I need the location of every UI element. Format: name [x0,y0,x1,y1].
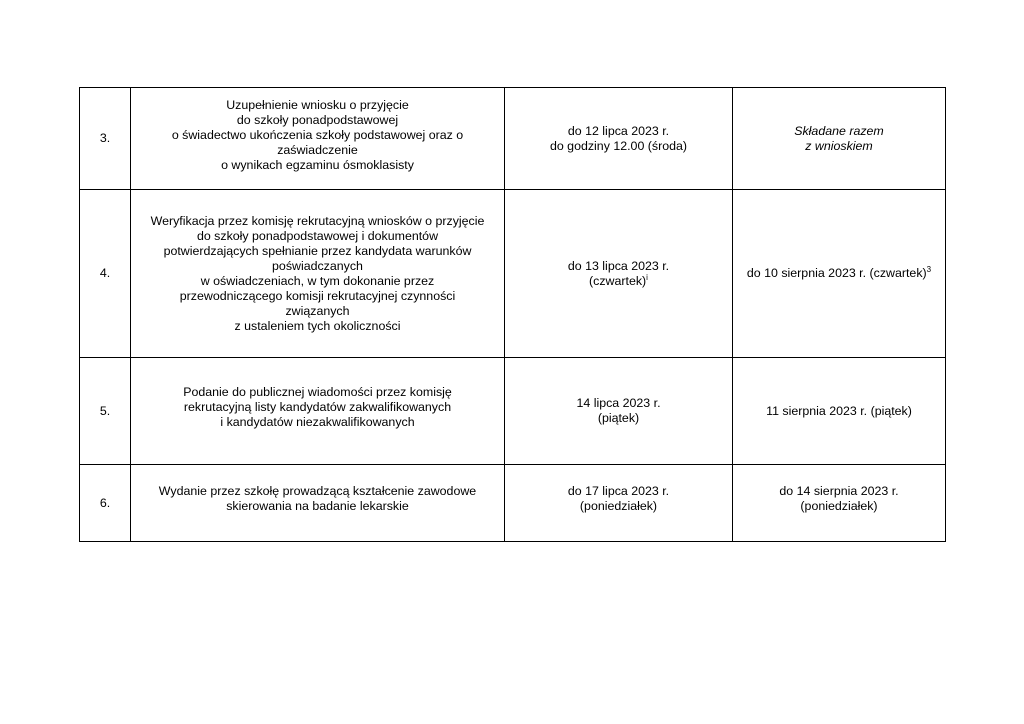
row-description [131,358,505,465]
second-term-line: 11 sierpnia 2023 r. (piątek) [766,403,912,418]
second-term-line [739,266,939,281]
second-term-text: do 10 sierpnia 2023 r. (czwartek) [746,266,927,280]
row-number: 3. [80,88,131,190]
second-term-cell [733,358,946,465]
first-term-line: do 13 lipca 2023 r. [567,258,670,273]
second-term-cell [733,88,946,190]
description-line: Uzupełnienie wniosku o przyjęcie [226,98,409,112]
second-term-line: do 14 sierpnia 2023 r. [779,484,899,498]
description-line: Wydanie przez szkołę prowadzącą kształcenie zawodowe [158,484,477,498]
description-line: przewodniczącego komisji rekrutacyjnej czynności [179,288,456,303]
first-term-line: 14 lipca 2023 r. [576,396,661,410]
row-number: 4. [80,190,131,358]
description-line: i kandydatów niezakwalifikowanych [220,414,415,429]
row-number: 5. [80,358,131,465]
description-line: poświadczanych [272,258,363,273]
table-row [80,88,946,190]
first-term-line [511,274,726,289]
first-term-cell [505,465,733,542]
first-term-line: (piątek) [597,411,640,425]
second-term-line: z wnioskiem [805,138,873,153]
footnote-marker: i [646,272,648,282]
second-term-line: Składane razem [794,123,884,138]
first-term-line: do 12 lipca 2023 r. [567,123,670,138]
description-line: do szkoły ponadpodstawowej [236,113,399,127]
table-row [80,190,946,358]
row-description [131,88,505,190]
first-term-line: do godziny 12.00 (środa) [549,138,688,153]
description-line: w oświadczeniach, w tym dokonanie przez [200,273,435,288]
first-term-line: (poniedziałek) [579,499,658,513]
first-term-cell [505,88,733,190]
row-number: 6. [80,465,131,542]
description-line: do szkoły ponadpodstawowej i dokumentów [196,228,439,243]
second-term-cell [733,465,946,542]
first-term-text: (czwartek) [589,273,647,288]
first-term-line: do 17 lipca 2023 r. [567,484,670,498]
description-line: potwierdzających spełnianie przez kandydata warunków [163,243,472,258]
first-term-cell [505,190,733,358]
description-line: o świadectwo ukończenia szkoły podstawowej oraz o [171,128,464,142]
second-term-cell [733,190,946,358]
schedule-table [79,87,946,542]
description-line: skierowania na badanie lekarskie [226,499,409,513]
description-line: Weryfikacja przez komisję rekrutacyjną wniosków o przyjęcie [150,213,485,228]
description-line: Podanie do publicznej wiadomości przez komisję [183,384,452,399]
description-line: o wynikach egzaminu ósmoklasisty [221,158,414,172]
table-row [80,465,946,542]
table-row [80,358,946,465]
description-line: zaświadczenie [277,143,358,157]
description-line: z ustaleniem tych okoliczności [234,318,401,333]
footnote-marker: 3 [926,264,932,274]
description-line: związanych [285,303,350,318]
row-description [131,190,505,358]
second-term-line: (poniedziałek) [800,499,878,513]
description-line: rekrutacyjną listy kandydatów zakwalifikowanych [183,399,452,414]
row-description [131,465,505,542]
first-term-cell [505,358,733,465]
